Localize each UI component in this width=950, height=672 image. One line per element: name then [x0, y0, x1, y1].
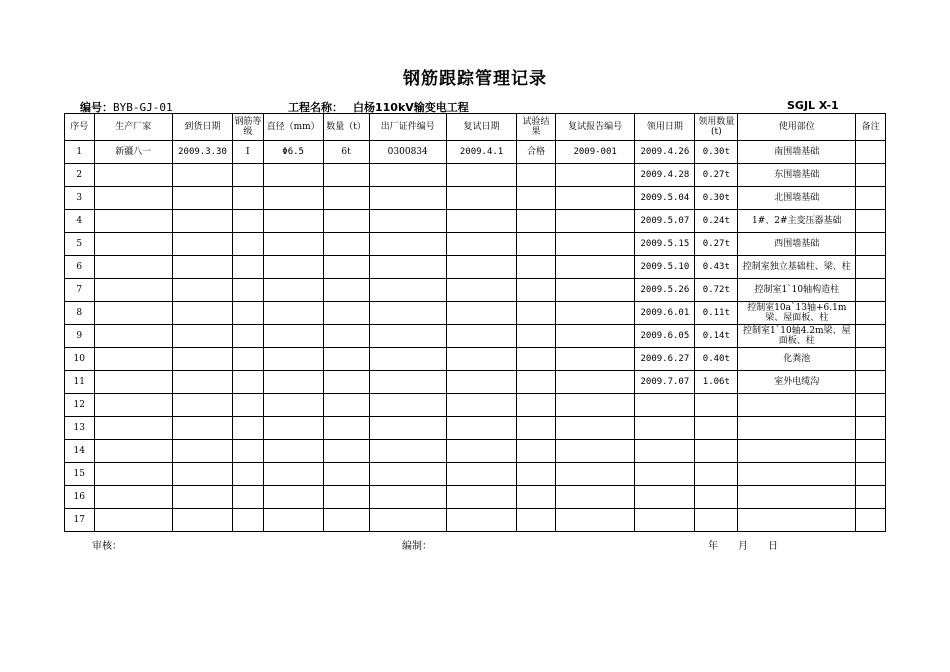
table-header-row	[65, 114, 886, 141]
review-signature: 审核：	[92, 541, 122, 552]
table-cell: 2009.5.07	[635, 210, 695, 233]
table-cell	[369, 187, 446, 210]
table-cell	[555, 233, 634, 256]
table-cell	[856, 440, 886, 463]
table-cell	[172, 440, 232, 463]
table-cell	[695, 394, 738, 417]
table-cell	[446, 486, 516, 509]
table-cell	[172, 164, 232, 187]
table-cell	[263, 509, 323, 532]
table-cell: 16	[65, 486, 95, 509]
table-cell	[856, 256, 886, 279]
table-cell	[94, 164, 172, 187]
table-cell	[94, 302, 172, 325]
table-cell	[323, 371, 369, 394]
table-cell	[94, 486, 172, 509]
table-cell	[517, 394, 556, 417]
table-cell	[172, 256, 232, 279]
table-cell	[555, 302, 634, 325]
table-cell	[695, 486, 738, 509]
table-cell	[695, 509, 738, 532]
table-row	[65, 279, 886, 302]
table-cell	[856, 486, 886, 509]
table-cell	[555, 371, 634, 394]
table-cell	[172, 371, 232, 394]
table-cell	[446, 279, 516, 302]
table-cell: 北围墙基础	[738, 187, 856, 210]
table-row	[65, 417, 886, 440]
form-code: SGJL X-1	[787, 99, 839, 112]
table-cell	[94, 325, 172, 348]
column-header: 备注	[856, 114, 886, 141]
table-cell	[263, 187, 323, 210]
table-row	[65, 348, 886, 371]
table-cell: 1#、2#主变压器基础	[738, 210, 856, 233]
table-cell	[517, 233, 556, 256]
table-cell	[323, 509, 369, 532]
table-cell	[263, 440, 323, 463]
table-cell	[263, 371, 323, 394]
table-cell	[635, 394, 695, 417]
table-row	[65, 325, 886, 348]
table-cell	[856, 394, 886, 417]
table-cell	[323, 279, 369, 302]
table-cell	[517, 279, 556, 302]
table-cell: 2009.3.30	[172, 141, 232, 164]
table-cell	[555, 463, 634, 486]
table-cell	[263, 486, 323, 509]
table-cell	[369, 256, 446, 279]
table-cell	[323, 348, 369, 371]
table-cell	[172, 348, 232, 371]
table-cell: 14	[65, 440, 95, 463]
table-row	[65, 256, 886, 279]
table-cell	[369, 164, 446, 187]
column-header: 复试报告编号	[555, 114, 634, 141]
table-cell	[856, 187, 886, 210]
table-cell	[94, 394, 172, 417]
table-cell	[323, 256, 369, 279]
table-cell	[695, 440, 738, 463]
table-cell	[738, 509, 856, 532]
table-cell: 17	[65, 509, 95, 532]
table-cell	[555, 279, 634, 302]
table-cell: 2009.4.28	[635, 164, 695, 187]
table-cell: 2009-001	[555, 141, 634, 164]
table-row	[65, 509, 886, 532]
table-cell	[517, 164, 556, 187]
table-cell: 2009.4.26	[635, 141, 695, 164]
table-cell	[517, 417, 556, 440]
table-cell	[856, 233, 886, 256]
rebar-tracking-table	[64, 113, 886, 532]
table-cell: 1.06t	[695, 371, 738, 394]
table-cell: 0.11t	[695, 302, 738, 325]
table-cell	[555, 325, 634, 348]
table-cell	[446, 164, 516, 187]
table-cell	[233, 417, 264, 440]
table-cell: 0.27t	[695, 164, 738, 187]
table-cell	[856, 141, 886, 164]
table-cell: 1	[65, 141, 95, 164]
table-cell	[369, 302, 446, 325]
table-cell	[172, 187, 232, 210]
table-cell: 2009.5.15	[635, 233, 695, 256]
table-cell	[555, 210, 634, 233]
table-body	[65, 141, 886, 532]
table-cell: 11	[65, 371, 95, 394]
table-row	[65, 233, 886, 256]
table-cell	[555, 187, 634, 210]
table-cell	[94, 440, 172, 463]
table-cell	[233, 509, 264, 532]
table-cell	[446, 463, 516, 486]
table-cell	[323, 486, 369, 509]
table-cell	[369, 348, 446, 371]
table-cell	[635, 417, 695, 440]
table-cell	[233, 440, 264, 463]
column-header: 生产厂家	[94, 114, 172, 141]
table-cell	[263, 210, 323, 233]
table-cell	[856, 279, 886, 302]
table-cell: 13	[65, 417, 95, 440]
table-cell: 2009.6.01	[635, 302, 695, 325]
column-header: 直径（mm）	[263, 114, 323, 141]
table-cell	[323, 302, 369, 325]
table-row	[65, 371, 886, 394]
table-cell	[369, 394, 446, 417]
table-cell: 0.43t	[695, 256, 738, 279]
table-cell	[233, 210, 264, 233]
table-cell: 9	[65, 325, 95, 348]
table-cell	[517, 463, 556, 486]
table-cell	[369, 279, 446, 302]
table-cell	[856, 164, 886, 187]
table-cell	[94, 256, 172, 279]
table-cell	[263, 325, 323, 348]
table-cell	[369, 210, 446, 233]
table-cell	[738, 417, 856, 440]
table-cell: 0.72t	[695, 279, 738, 302]
table-cell	[94, 509, 172, 532]
table-cell	[517, 486, 556, 509]
column-header: 领用日期	[635, 114, 695, 141]
column-header: 钢筋等级	[233, 114, 264, 141]
table-cell	[172, 394, 232, 417]
table-cell	[323, 164, 369, 187]
column-header: 复试日期	[446, 114, 516, 141]
table-cell: 2009.5.04	[635, 187, 695, 210]
table-row	[65, 164, 886, 187]
table-cell	[856, 463, 886, 486]
table-cell	[172, 279, 232, 302]
table-cell: 东围墙基础	[738, 164, 856, 187]
table-cell	[233, 187, 264, 210]
table-cell: 8	[65, 302, 95, 325]
table-cell	[738, 486, 856, 509]
column-header: 到货日期	[172, 114, 232, 141]
project-name-value: 白杨110kV输变电工程	[353, 101, 469, 114]
table-cell	[323, 325, 369, 348]
table-cell	[233, 348, 264, 371]
table-cell: 3	[65, 187, 95, 210]
table-cell	[695, 463, 738, 486]
table-cell	[94, 348, 172, 371]
table-cell	[233, 371, 264, 394]
table-cell: 2009.4.1	[446, 141, 516, 164]
table-cell	[555, 417, 634, 440]
table-cell	[555, 394, 634, 417]
compile-signature: 编制：	[402, 541, 432, 552]
table-cell	[323, 440, 369, 463]
table-cell	[233, 486, 264, 509]
table-cell	[517, 509, 556, 532]
table-cell	[263, 394, 323, 417]
table-cell	[856, 417, 886, 440]
table-row	[65, 440, 886, 463]
table-cell	[695, 417, 738, 440]
table-cell	[517, 440, 556, 463]
table-cell	[233, 394, 264, 417]
column-header: 出厂证件编号	[369, 114, 446, 141]
table-cell: 0.27t	[695, 233, 738, 256]
table-cell	[446, 440, 516, 463]
column-header: 序号	[65, 114, 95, 141]
project-name-label: 工程名称：	[288, 101, 343, 114]
table-cell: 15	[65, 463, 95, 486]
table-cell: 5	[65, 233, 95, 256]
table-cell	[555, 509, 634, 532]
table-cell: 2009.6.27	[635, 348, 695, 371]
table-cell	[263, 233, 323, 256]
table-cell: 0300834	[369, 141, 446, 164]
table-cell	[233, 256, 264, 279]
table-cell	[369, 417, 446, 440]
table-cell: 合格	[517, 141, 556, 164]
table-cell: 西围墙基础	[738, 233, 856, 256]
table-cell	[323, 417, 369, 440]
table-cell: 0.30t	[695, 187, 738, 210]
table-cell	[369, 233, 446, 256]
column-header: 领用数量(t)	[695, 114, 738, 141]
table-cell: 2009.5.26	[635, 279, 695, 302]
table-cell	[233, 302, 264, 325]
table-cell	[323, 394, 369, 417]
table-cell	[94, 371, 172, 394]
table-cell	[94, 187, 172, 210]
table-cell: 新疆八一	[94, 141, 172, 164]
table-cell	[94, 279, 172, 302]
table-cell: 控制室1`10轴4.2m梁、屋面板、柱	[738, 325, 856, 348]
table-cell	[555, 440, 634, 463]
table-cell: 6t	[323, 141, 369, 164]
table-row	[65, 141, 886, 164]
table-cell	[263, 256, 323, 279]
table-cell: 10	[65, 348, 95, 371]
table-cell: 室外电缆沟	[738, 371, 856, 394]
table-cell	[172, 302, 232, 325]
table-cell	[263, 417, 323, 440]
table-cell	[323, 187, 369, 210]
table-cell	[233, 164, 264, 187]
sign-date: 年 月 日	[708, 541, 778, 552]
table-cell	[517, 302, 556, 325]
table-cell	[738, 463, 856, 486]
table-cell	[635, 463, 695, 486]
table-cell	[517, 371, 556, 394]
table-cell	[263, 164, 323, 187]
table-cell: 0.14t	[695, 325, 738, 348]
table-cell	[94, 463, 172, 486]
table-cell	[738, 440, 856, 463]
table-cell	[517, 348, 556, 371]
table-cell	[517, 210, 556, 233]
table-cell	[856, 509, 886, 532]
table-cell: 南围墙基础	[738, 141, 856, 164]
table-row	[65, 463, 886, 486]
table-cell: 2009.7.07	[635, 371, 695, 394]
table-cell: 2	[65, 164, 95, 187]
table-cell	[635, 509, 695, 532]
column-header: 试验结果	[517, 114, 556, 141]
table-cell: Φ6.5	[263, 141, 323, 164]
table-cell	[446, 233, 516, 256]
column-header: 数量（t）	[323, 114, 369, 141]
table-cell	[172, 486, 232, 509]
table-cell: 0.30t	[695, 141, 738, 164]
table-cell	[172, 325, 232, 348]
table-cell	[856, 371, 886, 394]
table-cell	[323, 210, 369, 233]
table-cell	[635, 486, 695, 509]
record-code-label: 编号：	[80, 101, 113, 114]
column-header: 使用部位	[738, 114, 856, 141]
table-cell: 4	[65, 210, 95, 233]
table-cell	[517, 256, 556, 279]
table-cell	[263, 302, 323, 325]
table-cell	[172, 417, 232, 440]
table-cell	[172, 233, 232, 256]
table-cell	[94, 233, 172, 256]
table-cell: 0.24t	[695, 210, 738, 233]
table-cell	[94, 417, 172, 440]
table-cell	[446, 187, 516, 210]
table-cell: Ⅰ	[233, 141, 264, 164]
table-cell	[555, 486, 634, 509]
table-cell	[446, 394, 516, 417]
table-cell: 2009.6.05	[635, 325, 695, 348]
table-cell	[856, 325, 886, 348]
table-cell	[233, 463, 264, 486]
table-row	[65, 187, 886, 210]
table-cell: 12	[65, 394, 95, 417]
table-cell	[635, 440, 695, 463]
table-cell	[555, 348, 634, 371]
table-row	[65, 210, 886, 233]
table-cell	[446, 210, 516, 233]
table-cell	[446, 371, 516, 394]
table-cell	[446, 256, 516, 279]
record-code-value: BYB-GJ-01	[113, 101, 173, 114]
table-row	[65, 302, 886, 325]
table-row	[65, 394, 886, 417]
table-cell	[369, 371, 446, 394]
table-cell	[172, 509, 232, 532]
table-cell	[446, 348, 516, 371]
table-cell	[517, 187, 556, 210]
table-cell	[856, 302, 886, 325]
table-cell	[555, 164, 634, 187]
table-cell	[263, 463, 323, 486]
table-cell	[233, 279, 264, 302]
table-cell	[172, 210, 232, 233]
table-cell	[517, 325, 556, 348]
table-cell	[263, 279, 323, 302]
table-cell	[446, 417, 516, 440]
table-cell: 7	[65, 279, 95, 302]
table-cell	[263, 348, 323, 371]
table-row	[65, 486, 886, 509]
table-cell	[323, 463, 369, 486]
table-cell	[369, 325, 446, 348]
table-cell	[233, 233, 264, 256]
table-cell	[856, 348, 886, 371]
table-cell	[738, 394, 856, 417]
table-cell	[446, 302, 516, 325]
table-cell	[369, 440, 446, 463]
table-cell	[446, 509, 516, 532]
table-cell	[323, 233, 369, 256]
table-cell	[555, 256, 634, 279]
table-cell	[172, 463, 232, 486]
table-cell	[233, 325, 264, 348]
table-cell	[369, 463, 446, 486]
table-cell: 6	[65, 256, 95, 279]
table-cell	[446, 325, 516, 348]
table-cell	[369, 509, 446, 532]
page-title: 钢筋跟踪管理记录	[403, 69, 547, 89]
table-cell	[369, 486, 446, 509]
table-cell: 控制室1`10轴构造柱	[738, 279, 856, 302]
table-cell: 化粪池	[738, 348, 856, 371]
table-cell: 控制室10a`13轴+6.1m梁、屋面板、柱	[738, 302, 856, 325]
table-cell: 0.40t	[695, 348, 738, 371]
table-cell	[94, 210, 172, 233]
table-cell: 控制室独立基础柱、梁、柱	[738, 256, 856, 279]
table-cell	[856, 210, 886, 233]
table-cell: 2009.5.10	[635, 256, 695, 279]
